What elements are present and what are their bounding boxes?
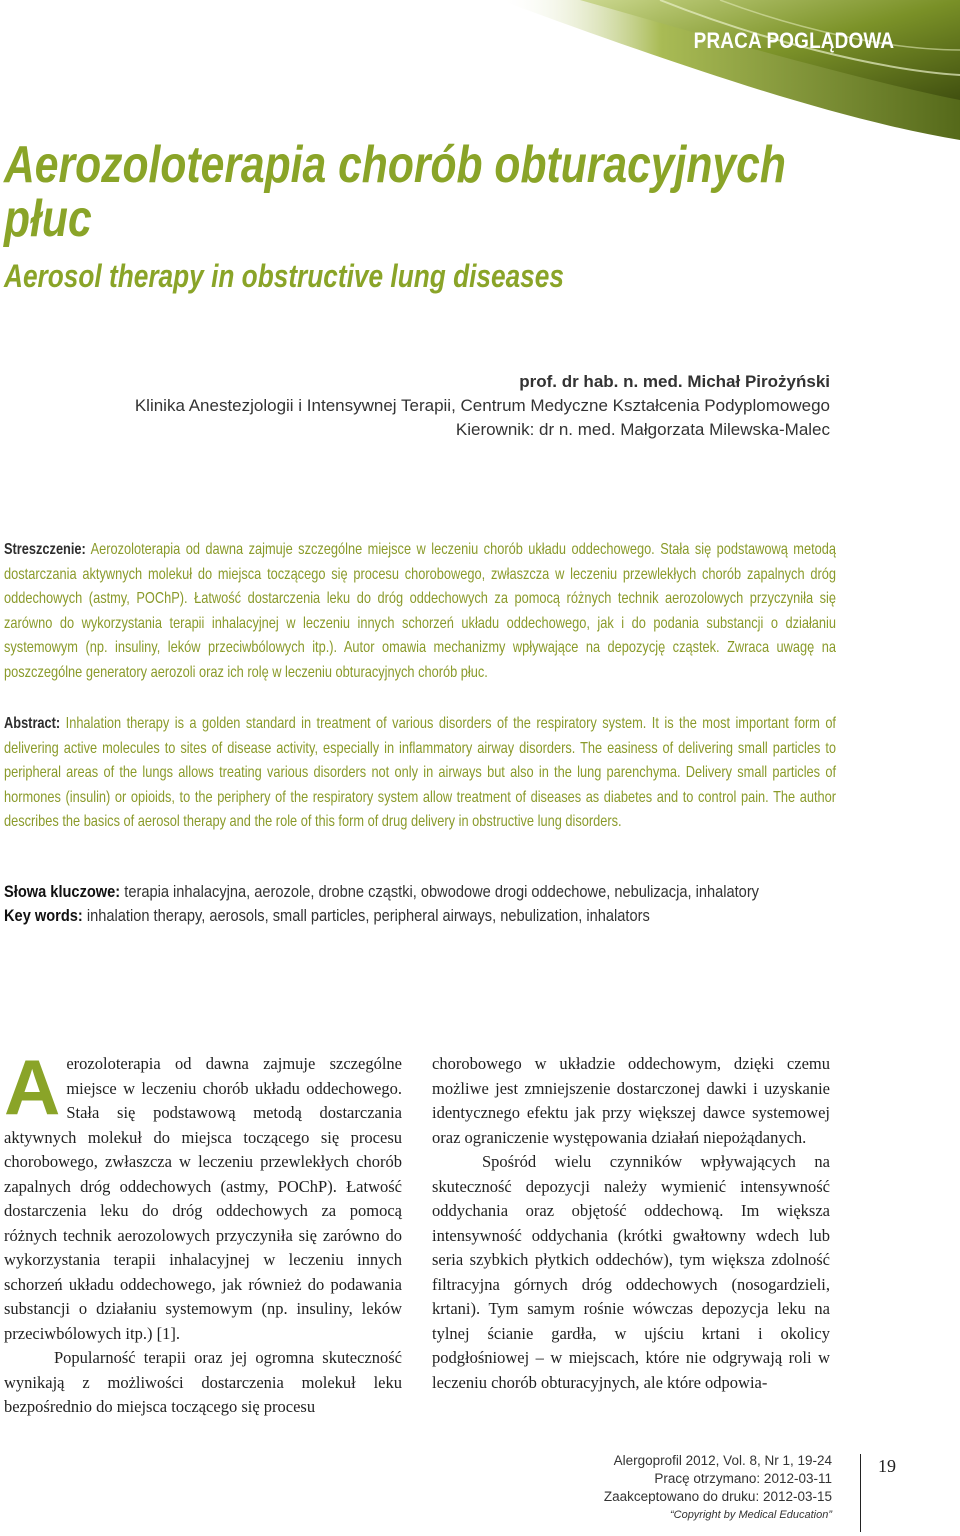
footer-info [604,1452,832,1524]
keywords-pl [4,882,759,902]
department-head: Kierownik: dr n. med. Małgorzata Milewska-Malec [455,420,830,439]
body-paragraph-2: Popularność terapii oraz jej ogromna skuteczność wynikają z możliwości dostarczenia molekuł leku bezpośrednio do miejsca toczącego się procesu [4,1348,402,1416]
body-column-right [432,1052,830,1395]
copyright-notice: “Copyright by Medical Education” [669,1509,832,1521]
body-paragraph-1: erozoloterapia od dawna zajmuje szczególne miejsce w leczeniu chorób układu oddechowego. Stała się podstawową metodą dostarczania aktywnych molekuł do miejsca toczącego się procesu chorobowego, zwłaszcza w leczeniu przewlekłych chorób zapalnych dróg oddechowych (astmy, POChP). Łatwość dostarczenia leku do dróg oddechowych za pomocą różnych technik aerozolowych przyczyniła się zarówno do wykorzystania terapii inhalacyjnej w leczeniu innych schorzeń układu oddechowego, jak również do podawania substancji o działaniu systemowym (np. insuliny, leków przeciwbólowych itp.) [1]. [4,1054,402,1343]
article-subtitle: Aerosol therapy in obstructive lung diseases [4,258,564,294]
streszczenie [4,538,836,686]
abstract-label: Abstract: [4,715,61,732]
abstract-text: Inhalation therapy is a golden standard in treatment of various disorders of the respiratory system. It is the most important form of delivering active molecules to sites of disease activity, especially in inflammatory airway disorders. The easiness of delivering small particles to peripheral areas of the lungs allows treating various disorders not only in airways but also in the lung parenchyma. Delivery small particles of hormones (insulin) or opioids, to the periphery of the respiratory system allow treatment of diseases as diabetes and to control pain. The author describes the basics of aerosol therapy and the role of this form of drug delivery in obstructive lung disorders. [4,715,836,831]
body-paragraph-4: Spośród wielu czynników wpływających na skuteczność depozycji należy wymienić intensywność oddychania oraz objętość oddechową. Im większa intensywność oddychania (krótki gwałtowny wdech lub seria szybkich płytkich oddechów), tym większa zdolność filtracyjna górnych dróg oddechowych (nosogardzieli, krtani). Tym samym rośnie wówczas depozycja leku na tylnej ścianie gardła, w ujściu krtani i okolicy podgłośniowej – w miejscach, które nie odgrywają roli w leczeniu chorób obturacyjnych, ale które odpowia- [432,1152,830,1392]
article-title: Aerozoloterapia chorób obturacyjnych płuc [4,136,786,248]
section-label: PRACA POGLĄDOWA [693,28,894,53]
streszczenie-text: Aerozoloterapia od dawna zajmuje szczególne miejsce w leczeniu chorób układu oddechowego. Stała się podstawową metodą dostarczania aktywnych molekuł do miejsca toczącego się procesu chorobowego, zwłaszcza w leczeniu przewlekłych chorób zapalnych dróg oddechowych (astmy, POChP). Łatwość dostarczenia leku do dróg oddechowych za pomocą różnych technik aerozolowych przyczyniła się zarówno do wykorzystania terapii inhalacyjnej w leczeniu innych schorzeń układu oddechowego, jak i do podania substancji o działaniu systemowym (np. insuliny, leków przeciwbólowych itp.). Autor omawia mechanizmy wpływające na depozycję cząstek. Zwraca uwagę na poszczególne generatory aerozoli oraz ich rolę w leczeniu obturacyjnych chorób płuc. [4,541,836,681]
journal-citation: Alergoprofil 2012, Vol. 8, Nr 1, 19-24 [613,1453,832,1468]
keywords-pl-label: Słowa kluczowe: [4,882,121,901]
drop-cap: A [4,1043,61,1131]
keywords-en-text: inhalation therapy, aerosols, small particles, peripheral airways, nebulization, inhalators [86,906,650,925]
header-leaf-graphic [460,0,960,140]
body-column-left [4,1043,402,1420]
abstract [4,712,836,835]
body-paragraph [4,1043,402,1346]
author-name: prof. dr hab. n. med. Michał Pirożyński [519,372,830,391]
body-paragraph-3: chorobowego w układzie oddechowym, dzięki czemu możliwe jest zmniejszenie dostarczonej dawki i uzyskanie identycznego efektu jak przy większej dawce systemowej oraz ograniczenie występowania działań niepożądanych. [432,1054,830,1147]
page-number: 19 [878,1456,896,1476]
keywords-en [4,906,650,926]
author-affiliation: Klinika Anestezjologii i Intensywnej Terapii, Centrum Medyczne Kształcenia Podyplomowego [134,396,830,415]
keywords-pl-text: terapia inhalacyjna, aerozole, drobne cząstki, obwodowe drogi oddechowe, nebulizacja, inhalatory [124,882,759,901]
streszczenie-label: Streszczenie: [4,541,86,558]
keywords-en-label: Key words: [4,906,83,925]
accepted-date: Zaakceptowano do druku: 2012-03-15 [603,1489,832,1504]
page-number-divider [860,1454,861,1532]
received-date: Pracę otrzymano: 2012-03-11 [654,1471,832,1486]
author-block [135,370,830,442]
